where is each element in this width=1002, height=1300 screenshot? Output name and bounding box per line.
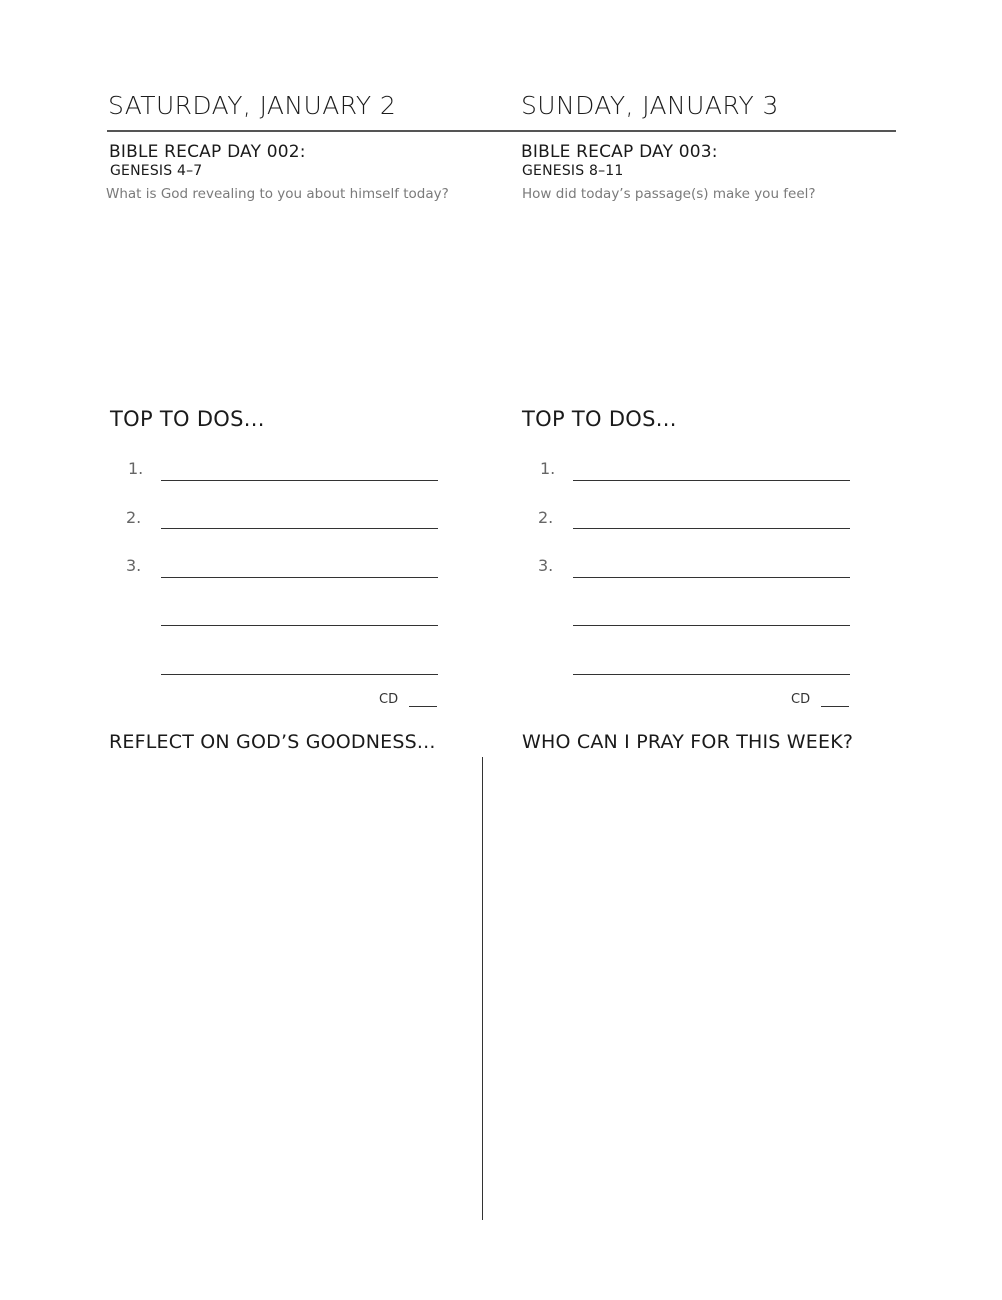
- right-todo-line-2[interactable]: [573, 528, 850, 529]
- left-todo-line-4[interactable]: [161, 625, 438, 626]
- left-todo-number-3: 3.: [126, 556, 142, 575]
- right-todo-number-3: 3.: [538, 556, 554, 575]
- left-todo-heading: TOP TO DOS...: [110, 407, 265, 431]
- right-todo-line-4[interactable]: [573, 625, 850, 626]
- left-date-title: SATURDAY, JANUARY 2: [108, 91, 397, 120]
- left-question: What is God revealing to you about himself today?: [106, 186, 449, 202]
- right-passage: GENESIS 8–11: [522, 163, 624, 179]
- right-todo-line-3[interactable]: [573, 577, 850, 578]
- left-todo-number-1: 1.: [128, 459, 144, 478]
- right-todo-heading: TOP TO DOS...: [522, 407, 677, 431]
- right-todo-line-1[interactable]: [573, 480, 850, 481]
- right-todo-line-5[interactable]: [573, 674, 850, 675]
- left-todo-line-3[interactable]: [161, 577, 438, 578]
- right-date-title: SUNDAY, JANUARY 3: [521, 91, 779, 120]
- left-cd-label: CD: [379, 692, 399, 707]
- left-todo-line-1[interactable]: [161, 480, 438, 481]
- left-todo-number-2: 2.: [126, 508, 142, 527]
- right-todo-number-1: 1.: [540, 459, 556, 478]
- left-passage: GENESIS 4–7: [110, 163, 203, 179]
- pray-heading: WHO CAN I PRAY FOR THIS WEEK?: [522, 731, 854, 753]
- left-cd-blank[interactable]: [409, 706, 437, 707]
- right-cd-blank[interactable]: [821, 706, 849, 707]
- right-cd-label: CD: [791, 692, 811, 707]
- left-recap-title: BIBLE RECAP DAY 002:: [109, 142, 306, 162]
- right-recap-title: BIBLE RECAP DAY 003:: [521, 142, 718, 162]
- left-todo-line-5[interactable]: [161, 674, 438, 675]
- left-todo-line-2[interactable]: [161, 528, 438, 529]
- header-divider: [107, 130, 896, 132]
- right-todo-number-2: 2.: [538, 508, 554, 527]
- bottom-vertical-divider: [482, 757, 483, 1220]
- reflect-heading: REFLECT ON GOD’S GOODNESS...: [109, 731, 436, 753]
- right-question: How did today’s passage(s) make you feel?: [522, 186, 816, 202]
